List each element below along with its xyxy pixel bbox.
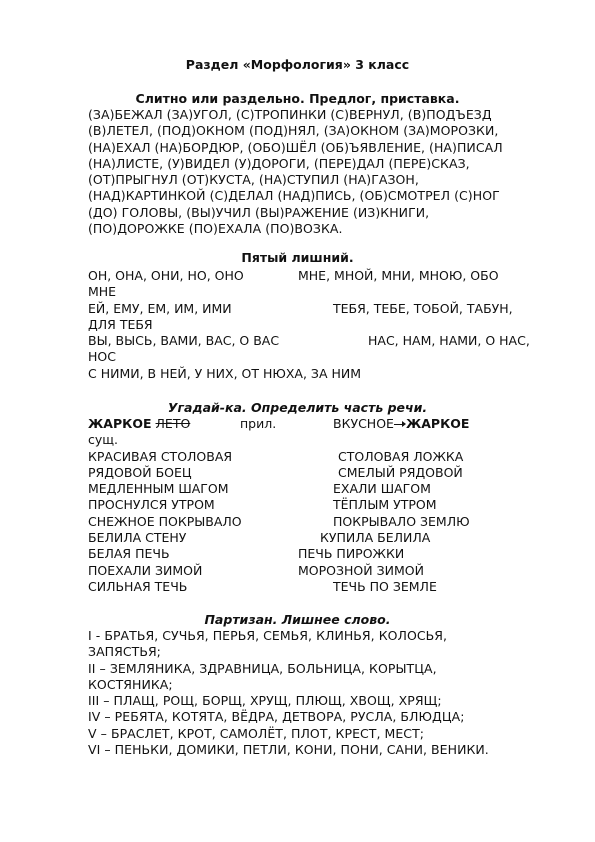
section3-pair — [88, 465, 558, 481]
section2-left: ДЛЯ ТЕБЯ — [88, 316, 153, 332]
section2-row — [88, 333, 558, 349]
section4-line: КОСТЯНИКА; — [88, 676, 173, 692]
example-left-word: ЖАРКОЕ — [88, 416, 152, 431]
pair-left: СНЕЖНОЕ ПОКРЫВАЛО — [88, 513, 242, 529]
section2-right: МНЕ, МНОЙ, МНИ, МНОЮ, ОБО — [298, 268, 499, 283]
section2-row — [88, 366, 558, 382]
section1-line: (В)ЛЕТЕЛ, (ПОД)ОКНОМ (ПОД)НЯЛ, (ЗА)ОКНОМ (ЗА)МОРОЗКИ, — [88, 123, 499, 139]
example-right-target: ЖАРКОЕ — [405, 416, 470, 431]
pair-left: БЕЛАЯ ПЕЧЬ — [88, 546, 170, 562]
section4-line: V – БРАСЛЕТ, КРОТ, САМОЛЁТ, ПЛОТ, КРЕСТ, МЕСТ; — [88, 725, 425, 741]
section3-pair — [88, 449, 558, 465]
pair-right: ТЕЧЬ ПО ЗЕМЛЕ — [333, 578, 437, 594]
section2-row — [88, 268, 558, 284]
section2-left: С НИМИ, В НЕЙ, У НИХ, ОТ НЮХА, ЗА НИМ — [88, 365, 362, 381]
section1-line: (НАД)КАРТИНКОЙ (С)ДЕЛАЛ (НАД)ПИСЬ, (ОБ)СМОТРЕЛ (С)НОГ — [88, 188, 500, 204]
example-part-label: прил. — [240, 416, 277, 431]
section3-example-answer — [88, 432, 558, 448]
pair-right: СМЕЛЫЙ РЯДОВОЙ — [338, 464, 463, 480]
section4-line: III – ПЛАЩ, РОЩ, БОРЩ, ХРУЩ, ПЛЮЩ, ХВОЩ, ХРЯЩ; — [88, 693, 442, 709]
section2-row — [88, 317, 558, 333]
section3-heading: Угадай-ка. Определить часть речи. — [167, 400, 428, 415]
section2-table — [88, 268, 558, 382]
pair-left: МЕДЛЕННЫМ ШАГОМ — [88, 481, 229, 497]
section4-heading: Партизан. Лишнее слово. — [204, 612, 391, 627]
section3-pair — [88, 563, 558, 579]
pair-left: ПРОСНУЛСЯ УТРОМ — [88, 497, 215, 513]
section3-pair — [88, 514, 558, 530]
pair-right: ЕХАЛИ ШАГОМ — [333, 481, 431, 497]
section2-left: ОН, ОНА, ОНИ, НО, ОНО — [88, 268, 244, 283]
section4-line: II – ЗЕМЛЯНИКА, ЗДРАВНИЦА, БОЛЬНИЦА, КОРЫТЦА, — [88, 660, 437, 676]
example-right-word: ВКУСНОЕ — [333, 416, 394, 431]
section1-heading: Слитно или раздельно. Предлог, приставка. — [135, 91, 460, 106]
pair-right: КУПИЛА БЕЛИЛА — [320, 530, 431, 546]
section2-left: НОС — [88, 349, 116, 365]
section3-pair — [88, 497, 558, 513]
page-title: Раздел «Морфология» 3 класс — [185, 57, 410, 72]
section3-example-row — [88, 416, 558, 432]
section2-right: НАС, НАМ, НАМИ, О НАС, — [368, 333, 530, 349]
section2-row — [88, 349, 558, 365]
section3-pair — [88, 481, 558, 497]
section4-line: ЗАПЯСТЬЯ; — [88, 644, 161, 660]
pair-left: РЯДОВОЙ БОЕЦ — [88, 464, 192, 480]
section2-left: МНЕ — [88, 284, 117, 300]
example-struck-word: ЛЕТО — [155, 416, 191, 431]
section1-text — [88, 107, 548, 237]
section4-line: IV – РЕБЯТА, КОТЯТА, ВЁДРА, ДЕТВОРА, РУСЛА, БЛЮДЦА; — [88, 709, 465, 725]
pair-right: ПЕЧЬ ПИРОЖКИ — [298, 546, 405, 562]
pair-right: ПОКРЫВАЛО ЗЕМЛЮ — [333, 513, 470, 529]
section2-row — [88, 301, 558, 317]
section1-line: (ДО) ГОЛОВЫ, (ВЫ)УЧИЛ (ВЫ)РАЖЕНИЕ (ИЗ)КНИГИ, — [88, 204, 430, 220]
pair-left: ПОЕХАЛИ ЗИМОЙ — [88, 562, 203, 578]
section2-right: ТЕБЯ, ТЕБЕ, ТОБОЙ, ТАБУН, — [333, 300, 513, 316]
pair-left: БЕЛИЛА СТЕНУ — [88, 530, 187, 546]
section2-left: ЕЙ, ЕМУ, ЕМ, ИМ, ИМИ — [88, 300, 232, 316]
section4-text — [88, 628, 548, 758]
section4-line: I - БРАТЬЯ, СУЧЬЯ, ПЕРЬЯ, СЕМЬЯ, КЛИНЬЯ, КОЛОСЬЯ, — [88, 628, 448, 643]
pair-right: МОРОЗНОЙ ЗИМОЙ — [298, 562, 424, 578]
section2-left: ВЫ, ВЫСЬ, ВАМИ, ВАС, О ВАС — [88, 333, 280, 349]
section4-line: VI – ПЕНЬКИ, ДОМИКИ, ПЕТЛИ, КОНИ, ПОНИ, САНИ, ВЕНИКИ. — [88, 742, 489, 758]
section1-line: (ПО)ДОРОЖКЕ (ПО)ЕХАЛА (ПО)ВОЗКА. — [88, 221, 343, 237]
section1-line: (ОТ)ПРЫГНУЛ (ОТ)КУСТА, (НА)СТУПИЛ (НА)ГАЗОН, — [88, 172, 419, 188]
section2-row — [88, 284, 558, 300]
section3-pair — [88, 579, 558, 595]
pair-left: СИЛЬНАЯ ТЕЧЬ — [88, 578, 188, 594]
section3-pair — [88, 530, 558, 546]
section1-line: (НА)ЛИСТЕ, (У)ВИДЕЛ (У)ДОРОГИ, (ПЕРЕ)ДАЛ (ПЕРЕ)СКАЗ, — [88, 155, 470, 171]
section3-pair — [88, 546, 558, 562]
pair-right: ТЁПЛЫМ УТРОМ — [333, 497, 437, 513]
section3-table — [88, 416, 558, 595]
pair-right: СТОЛОВАЯ ЛОЖКА — [338, 448, 464, 464]
example-answer-label: сущ. — [88, 432, 119, 448]
section2-heading: Пятый лишний. — [241, 250, 354, 265]
arrow-icon — [394, 420, 406, 428]
pair-left: КРАСИВАЯ СТОЛОВАЯ — [88, 448, 233, 464]
section1-line: (НА)ЕХАЛ (НА)БОРДЮР, (ОБО)ШЁЛ (ОБ)ЪЯВЛЕНИЕ, (НА)ПИСАЛ — [88, 139, 503, 155]
section1-line: (ЗА)БЕЖАЛ (ЗА)УГОЛ, (С)ТРОПИНКИ (С)ВЕРНУЛ, (В)ПОДЪЕЗД — [88, 107, 492, 122]
